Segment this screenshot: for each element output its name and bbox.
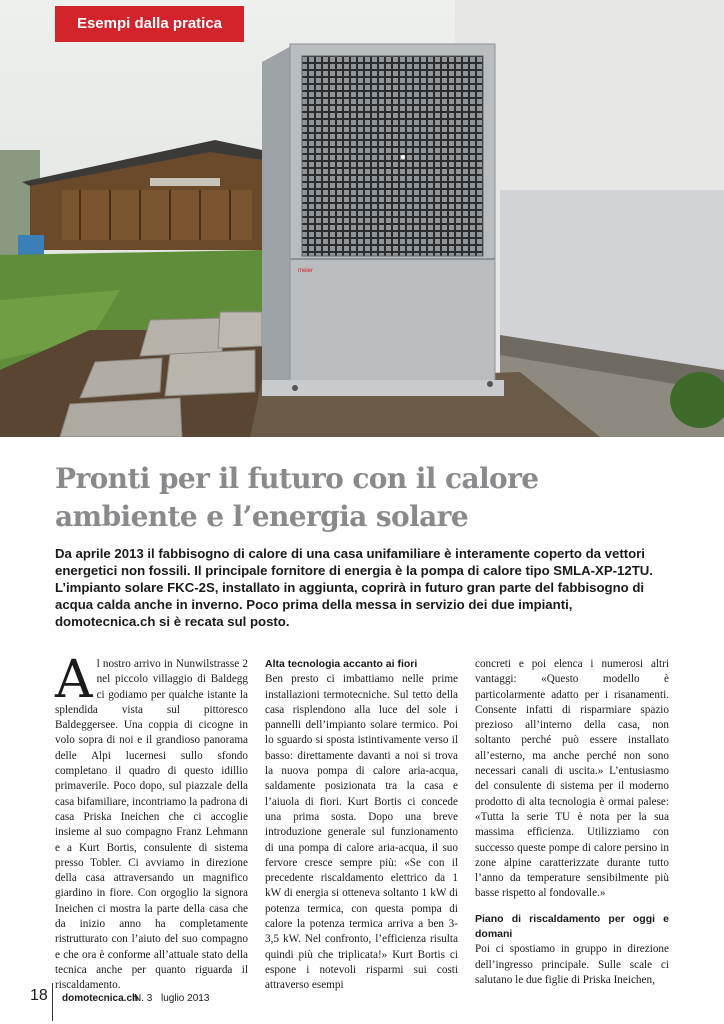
subheading: Alta tecnologia accanto ai fiori: [265, 658, 418, 670]
column-3-text-1: concreti e poi elenca i numerosi altri vantaggi: «Questo modello è particolarmente adatto per i risanamenti. Consente infatti di risparmiare spazio prezioso all’interno della casa, non soltanto perché può essere installato all’esterno, ma anche perché non sono necessari canali di uscita.» L’entusiasmo del consulente di sistema per il moderno prodotto di alta tecnologia è ormai palese: «Tutta la serie TU è nota per la sua massima efficienza. Utilizziamo con successo queste pompe di calore persino in zone alpine caratterizzate durante tutto l’anno da temperature sensibilmente più basse rispetto al fondovalle.»: [475, 658, 669, 900]
subheading: Piano di riscaldamento per oggi e domani: [475, 912, 669, 941]
hero-photo: [0, 0, 724, 437]
page-title: [55, 460, 695, 536]
unit-brand-label: meier: [298, 268, 314, 274]
column-1-text: l nostro arrivo in Nunwilstrasse 2 nel piccolo villaggio di Baldegg ci godiamo per qualche istante la splendida vista sul pittoresco Baldeggersee. Una coppia di cicogne in volo sopra di noi e il grandioso panorama delle Alpi lucernesi sullo sfondo completano il quadro di questo idillio primaverile. Poco dopo, sul piazzale della casa bifamiliare, incontriamo la padrona di casa Priska Ineichen che ci accoglie insieme al suo compagno Franz Lehmann e a Kurt Bortis, consulente di sistema presso Tobler. Ci avviamo in direzione della casa attraversando un magnifico giardino in fiore. Con orgoglio la signora Ineichen ci mostra la parte della casa che da inizio anno ha completamente ristrutturato con l’aiuto del suo compagno e che ora è conforme all’attuale stato della tecnica anche per quanto riguarda il riscaldamento.: [55, 658, 248, 992]
article-column-1: [55, 650, 248, 994]
page-number: 18: [30, 987, 48, 1004]
title-line-1: Pronti per il futuro con il calore: [55, 462, 539, 495]
drop-cap: A: [55, 650, 93, 710]
article-column-3: [475, 657, 669, 988]
title-line-2: ambiente e l’energia solare: [55, 500, 469, 533]
issue-number: N. 3: [134, 993, 153, 1004]
footer-divider: [52, 983, 53, 1021]
column-2-text: Ben presto ci imbattiamo nelle prime installazioni termotecniche. Sul tetto della casa risplendono alla luce del sole i pannelli dell’impianto solare termico. Poi lo sguardo si sposta istintivamente verso il basso: direttamente davanti a noi si trova la nuova pompa di calore aria-acqua, saldamente posizionata tra la casa e l’aiuola di fiori. Kurt Bortis ci concede una prima sosta. Dopo una breve introduzione generale sul funzionamento di una pompa di calore aria-acqua, il suo fervore cresce sempre più: «Se con il precedente riscaldamento elettrico da 1 kW di energia si otteneva soltanto 1 kW di potenza termica, con questa pompa di calore la potenza termica arriva a ben 3-3,5 kW. Nel confronto, l’efficienza risulta quindi più che triplicata!» Kurt Bortis ci espone i notevoli risparmi sui costi attraverso esempi: [265, 673, 458, 992]
magazine-name: domotecnica.ch: [62, 993, 139, 1004]
lead-paragraph: Da aprile 2013 il fabbisogno di calore di una casa unifamiliare è interamente coperto da vettori energetici non fossili. Il principale fornitore di energia è la pompa di calore tipo SMLA-XP-12TU. L’impianto solare FKC-2S, installato in aggiunta, coprirà in futuro gran parte del fabbisogno di acqua calda anche in inverno. Poco prima della messa in servizio dei due impianti, domotecnica.ch si è recata sul posto.: [55, 546, 653, 629]
section-tag: Esempi dalla pratica: [55, 6, 244, 42]
column-3-text-2: Poi ci spostiamo in gruppo in direzione dell’ingresso principale. Sulle scale ci salutano le due figlie di Priska Ineichen,: [475, 943, 669, 986]
issue-date: luglio 2013: [161, 993, 210, 1004]
article-column-2: [265, 657, 458, 994]
